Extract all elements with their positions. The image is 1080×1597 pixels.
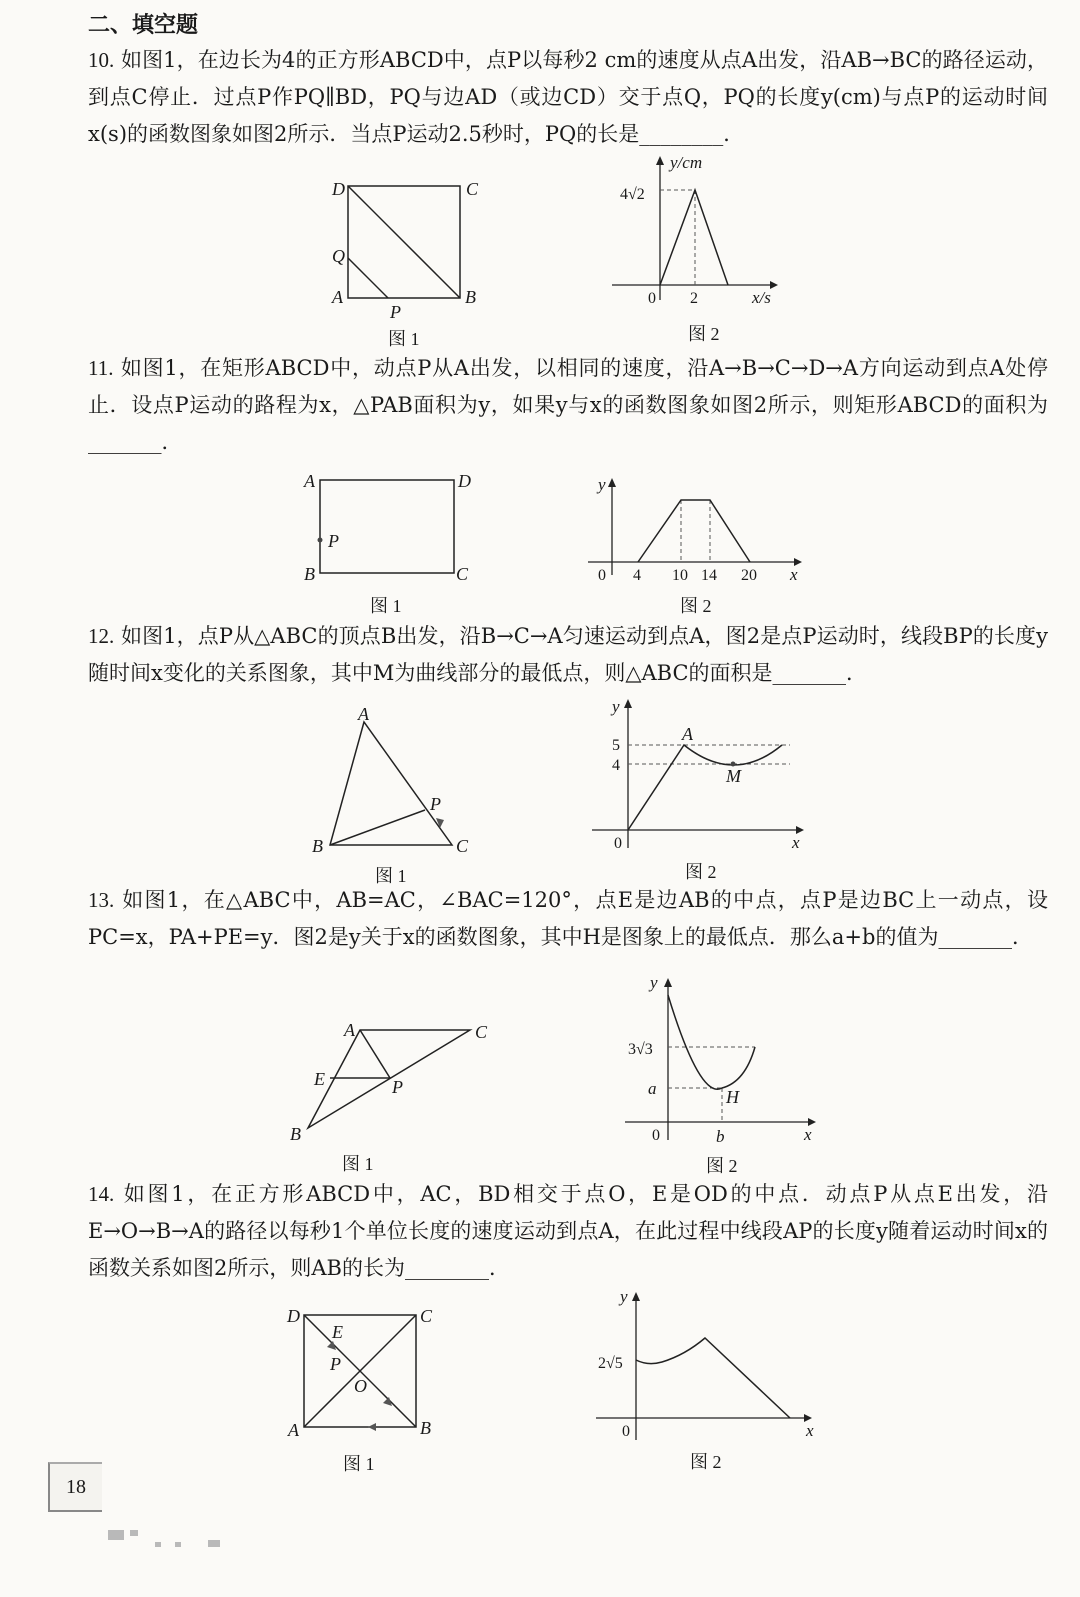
axis-label-x: x xyxy=(792,833,800,852)
problem-text xyxy=(88,42,1048,153)
label-P: P xyxy=(328,531,339,551)
label-P: P xyxy=(392,1077,403,1097)
problem-10 xyxy=(88,42,1048,153)
label-B: B xyxy=(312,836,323,856)
figure-caption: 图 1 xyxy=(343,1454,375,1474)
figure-caption: 图 1 xyxy=(375,866,407,886)
decoration xyxy=(130,1530,138,1536)
origin-label: 0 xyxy=(614,835,622,852)
problem-11 xyxy=(88,350,1048,461)
figure-caption: 图 1 xyxy=(342,1154,374,1174)
tick-label-x: 2 xyxy=(690,290,698,307)
origin-label: 0 xyxy=(648,290,656,307)
problem-10-figure-2 xyxy=(610,150,800,350)
min-label: M xyxy=(726,766,741,786)
label-D: D xyxy=(287,1306,300,1326)
problem-11-figure-1 xyxy=(300,462,490,622)
problem-text xyxy=(88,1176,1048,1287)
problem-12 xyxy=(88,618,1048,692)
label-C: C xyxy=(420,1306,433,1326)
figure-caption: 图 2 xyxy=(685,862,717,882)
figure-caption: 图 2 xyxy=(706,1156,738,1176)
label-A: A xyxy=(304,471,315,491)
axis-label-y: y/cm xyxy=(670,153,703,172)
label-A: A xyxy=(344,1020,355,1040)
min-label: H xyxy=(726,1087,739,1107)
problem-body: 如图1，在矩形ABCD中，动点P从A出发，以相同的速度，沿A→B→C→D→A方向运动到点A处停止．设点P运动的路程为x，△PAB面积为y，如果y与x的函数图象如图2所示，则矩形ABCD的面积为_______． xyxy=(88,356,1048,454)
peak-label: A xyxy=(682,724,693,744)
tick-label-14: 14 xyxy=(701,567,717,584)
problem-14 xyxy=(88,1176,1048,1287)
problem-body: 如图1，在正方形ABCD中，AC，BD相交于点O，E是OD的中点．动点P从点E出发，沿E→O→B→A的路径以每秒1个单位长度的速度运动到点A，在此过程中线段AP的长度y随着运动时间x的函数关系如图2所示，则AB的长为________． xyxy=(88,1182,1049,1280)
problem-12-figure-1 xyxy=(305,700,495,890)
tick-label-b: b xyxy=(716,1127,725,1146)
tick-label-4: 4 xyxy=(612,757,620,774)
axis-label-y: y xyxy=(598,475,606,494)
axis-label-y: y xyxy=(650,973,658,992)
problem-text xyxy=(88,350,1048,461)
tick-label-a: a xyxy=(648,1079,657,1098)
problem-body: 如图1，在边长为4的正方形ABCD中，点P以每秒2 cm的速度从点A出发，沿AB→BC的路径运动，到点C停止．过点P作PQ∥BD，PQ与边AD（或边CD）交于点Q，PQ的长度y(cm)与点P的运动时间x(s)的函数图象如图2所示．当点P运动2.5秒时，PQ的长是________． xyxy=(88,48,1048,146)
figure-caption: 图 2 xyxy=(690,1452,722,1472)
label-A: A xyxy=(288,1420,299,1440)
label-D: D xyxy=(458,471,471,491)
label-B: B xyxy=(304,564,315,584)
label-D: D xyxy=(332,179,345,199)
problem-body: 如图1，在△ABC中，AB=AC，∠BAC=120°，点E是边AB的中点，点P是边BC上一动点，设PC=x，PA+PE=y．图2是y关于x的函数图象，其中H是图象上的最低点．那么a+b的值为_______． xyxy=(88,888,1048,949)
tick-label-10: 10 xyxy=(672,567,688,584)
problem-10-figure-1 xyxy=(320,172,500,352)
label-P: P xyxy=(390,302,401,322)
label-B: B xyxy=(290,1124,301,1144)
tick-label-3sqrt3: 3√3 xyxy=(628,1041,653,1058)
figure-caption: 图 2 xyxy=(688,324,720,344)
axis-label-x: x xyxy=(806,1421,814,1440)
decoration xyxy=(175,1542,181,1547)
label-B: B xyxy=(420,1418,431,1438)
axis-label-x: x xyxy=(804,1125,812,1144)
tick-label-y: 4√2 xyxy=(620,186,645,203)
origin-label: 0 xyxy=(652,1127,660,1144)
problem-13-figure-2 xyxy=(620,970,825,1180)
problem-body: 如图1，点P从△ABC的顶点B出发，沿B→C→A匀速运动到点A，图2是点P运动时，线段BP的长度y随时间x变化的关系图象，其中M为曲线部分的最低点，则△ABC的面积是_______． xyxy=(88,624,1048,685)
problem-14-figure-2 xyxy=(590,1285,825,1480)
label-O: O xyxy=(354,1376,367,1396)
page-number: 18 xyxy=(48,1462,102,1512)
problem-13-figure-1 xyxy=(280,1008,500,1178)
label-C: C xyxy=(456,564,469,584)
problem-13 xyxy=(88,882,1048,956)
label-A: A xyxy=(358,704,369,724)
problem-number: 13. xyxy=(88,888,115,912)
problem-12-figure-2 xyxy=(590,693,815,888)
problem-number: 14. xyxy=(88,1182,115,1206)
problem-text xyxy=(88,882,1048,956)
label-E: E xyxy=(332,1322,343,1342)
tick-label-2sqrt5: 2√5 xyxy=(598,1355,623,1372)
problem-number: 10. xyxy=(88,48,115,72)
axis-label-x: x/s xyxy=(752,288,771,307)
origin-label: 0 xyxy=(622,1423,630,1440)
problem-number: 12. xyxy=(88,624,115,648)
label-Q: Q xyxy=(332,246,345,266)
label-A: A xyxy=(332,287,343,307)
problem-number: 11. xyxy=(88,356,114,380)
label-B: B xyxy=(465,287,476,307)
problem-14-figure-1 xyxy=(280,1296,460,1481)
decoration xyxy=(208,1540,220,1547)
label-C: C xyxy=(456,836,469,856)
tick-label-20: 20 xyxy=(741,567,757,584)
problem-11-figure-2 xyxy=(585,470,815,620)
label-E: E xyxy=(314,1069,325,1089)
tick-label-4: 4 xyxy=(633,567,641,584)
label-C: C xyxy=(466,179,479,199)
origin-label: 0 xyxy=(598,567,606,584)
label-P: P xyxy=(430,794,441,814)
tick-label-5: 5 xyxy=(612,737,620,754)
decoration xyxy=(108,1530,124,1540)
decoration xyxy=(155,1542,161,1547)
label-P: P xyxy=(330,1354,341,1374)
figure-caption: 图 1 xyxy=(370,596,402,616)
problem-text xyxy=(88,618,1048,692)
axis-label-y: y xyxy=(620,1287,628,1306)
label-C: C xyxy=(475,1022,488,1042)
figure-caption: 图 1 xyxy=(388,329,420,349)
axis-label-y: y xyxy=(612,697,620,716)
section-title: 二、填空题 xyxy=(88,13,199,38)
axis-label-x: x xyxy=(790,565,798,584)
figure-caption: 图 2 xyxy=(680,596,712,616)
